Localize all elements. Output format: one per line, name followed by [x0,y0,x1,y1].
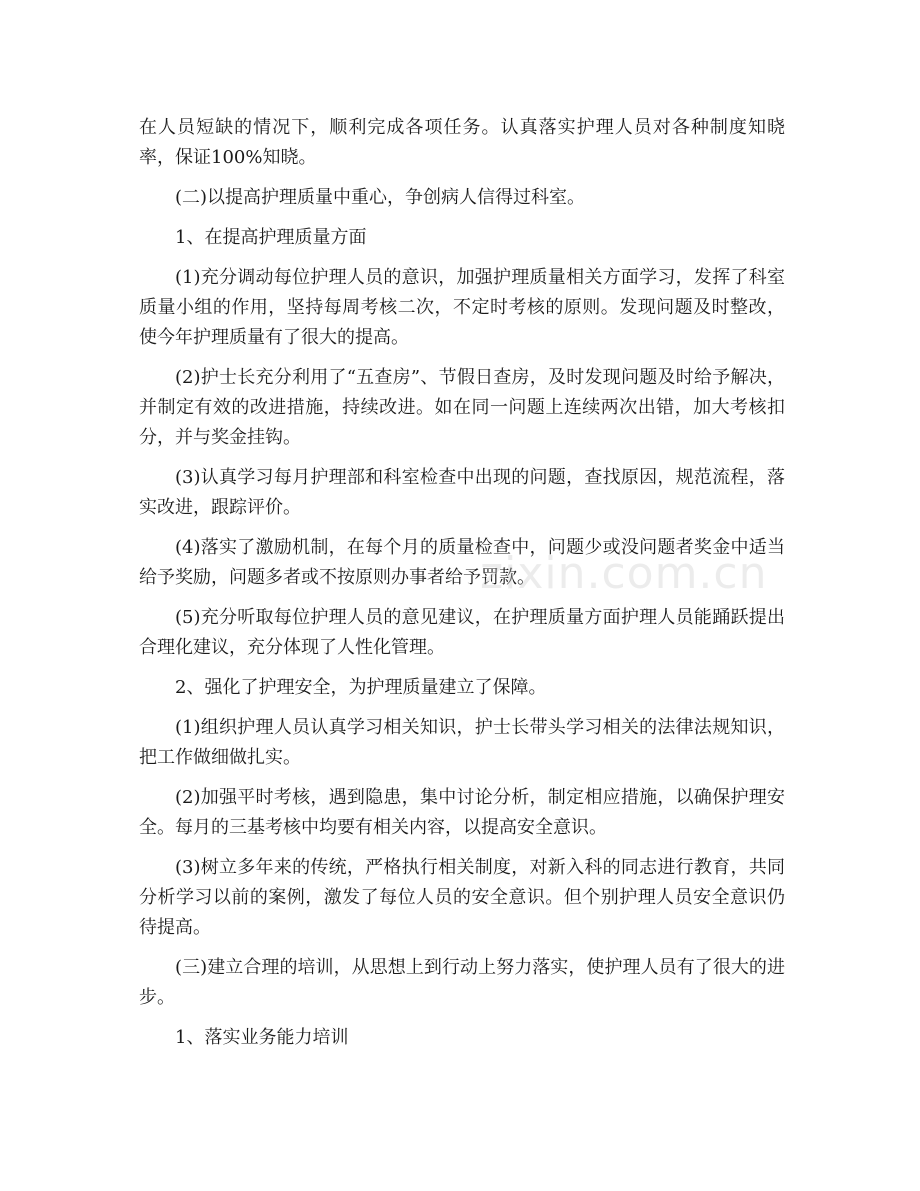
paragraph-14: 1、落实业务能力培训 [175,1027,349,1048]
paragraph-13: (三)建立合理的培训，从思想上到行动上努力落实，使护理人员有了很大的进步。 [139,957,785,1008]
watermark-text: zixin.com.cn [480,548,768,599]
paragraph-7: (4)落实了激励机制，在每个月的质量检查中，问题少或没问题者奖金中适当给予奖励，问题多者或不按原则办事者给予罚款。 [139,537,785,588]
paragraph-12: (3)树立多年来的传统，严格执行相关制度，对新入科的同志进行教育，共同分析学习以前的案例，激发了每位人员的安全意识。但个别护理人员安全意识仍待提高。 [139,857,785,938]
document-body [139,113,785,1063]
paragraph-2: (二)以提高护理质量中重心，争创病人信得过科室。 [175,187,586,208]
paragraph-10: (1)组织护理人员认真学习相关知识，护士长带头学习相关的法律法规知识，把工作做细做扎实。 [139,717,785,768]
paragraph-6: (3)认真学习每月护理部和科室检查中出现的问题，查找原因，规范流程，落实改进，跟踪评价。 [139,467,785,518]
paragraph-1: 在人员短缺的情况下，顺利完成各项任务。认真落实护理人员对各种制度知晓率，保证100%知晓。 [139,117,785,168]
paragraph-9: 2、强化了护理安全，为护理质量建立了保障。 [175,677,547,698]
paragraph-3: 1、在提高护理质量方面 [175,227,367,248]
paragraph-4: (1)充分调动每位护理人员的意识，加强护理质量相关方面学习，发挥了科室质量小组的作用，坚持每周考核二次，不定时考核的原则。发现问题及时整改，使今年护理质量有了很大的提高。 [139,267,785,348]
paragraph-11: (2)加强平时考核，遇到隐患，集中讨论分析，制定相应措施，以确保护理安全。每月的三基考核中均要有相关内容，以提高安全意识。 [139,787,785,838]
paragraph-8: (5)充分听取每位护理人员的意见建议，在护理质量方面护理人员能踊跃提出合理化建议，充分体现了人性化管理。 [139,607,785,658]
paragraph-5: (2)护士长充分利用了“五查房”、节假日查房，及时发现问题及时给予解决，并制定有效的改进措施，持续改进。如在同一问题上连续两次出错，加大考核扣分，并与奖金挂钩。 [139,367,785,448]
